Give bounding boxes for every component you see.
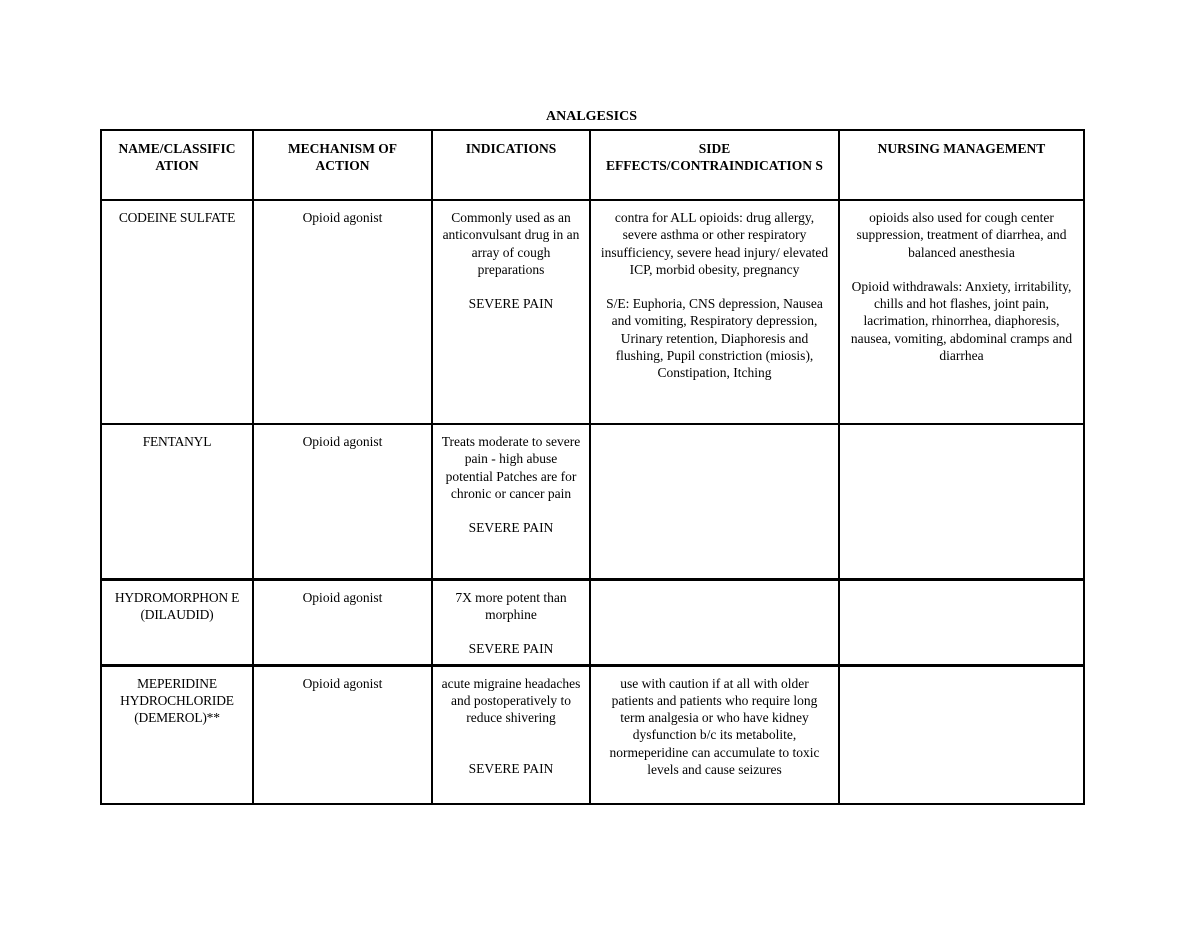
side-effects-text: S/E: Euphoria, CNS depression, Nausea and vomiting, Respiratory depression, Urinary retention, Diaphoresis and flushing, Pupil constriction (miosis), Constipation, Itching — [606, 296, 823, 381]
table-row — [101, 579, 1084, 665]
header-mechanism-of-action: MECHANISM OF ACTION — [253, 130, 432, 200]
header-indications: INDICATIONS — [432, 130, 590, 200]
cell-side-effects — [590, 579, 839, 665]
indication-text: SEVERE PAIN — [468, 296, 554, 312]
cell-drug-name: MEPERIDINE HYDROCHLORIDE (DEMEROL)** — [101, 665, 253, 804]
table-row — [101, 424, 1084, 579]
cell-indications — [432, 579, 590, 665]
indication-text: Commonly used as an anticonvulsant drug in an array of cough preparations — [442, 210, 580, 277]
side-effects-text: contra for ALL opioids: drug allergy, severe asthma or other respiratory insufficiency, severe head injury/ elevated ICP, morbid obesity, pregnancy — [600, 210, 829, 277]
cell-side-effects — [590, 665, 839, 804]
indication-text: acute migraine headaches and postoperatively to reduce shivering — [441, 675, 581, 726]
cell-side-effects — [590, 424, 839, 579]
cell-side-effects — [590, 200, 839, 424]
indication-text: SEVERE PAIN — [468, 520, 554, 536]
header-nursing-management: NURSING MANAGEMENT — [839, 130, 1084, 200]
indication-text: 7X more potent than morphine — [455, 589, 567, 622]
cell-nursing-management — [839, 200, 1084, 424]
cell-mechanism: Opioid agonist — [253, 424, 432, 579]
cell-nursing-management — [839, 665, 1084, 804]
cell-nursing-management — [839, 579, 1084, 665]
header-name-classification: NAME/CLASSIFIC ATION — [101, 130, 253, 200]
analgesics-table — [100, 129, 1085, 805]
cell-indications — [432, 200, 590, 424]
side-effects-text: use with caution if at all with older patients and patients who require long term analgesia or who have kidney dysfunction b/c its metabolite, normeperidine can accumulate to toxic levels and cause seizures — [609, 675, 820, 777]
cell-drug-name: FENTANYL — [101, 424, 253, 579]
indication-text: Treats moderate to severe pain - high abuse potential Patches are for chronic or cancer pain — [441, 434, 581, 501]
indication-text: SEVERE PAIN — [468, 641, 554, 657]
table-row — [101, 665, 1084, 804]
table-header-row — [101, 130, 1084, 200]
table-row — [101, 200, 1084, 424]
nursing-text: Opioid withdrawals: Anxiety, irritability, chills and hot flashes, joint pain, lacrimation, rhinorrhea, diaphoresis, nausea, vomiting, abdominal cramps and diarrhea — [850, 278, 1073, 364]
cell-indications — [432, 665, 590, 804]
document-title: ANALGESICS — [545, 109, 638, 124]
cell-drug-name: HYDROMORPHON E (DILAUDID) — [101, 579, 253, 665]
indication-text: SEVERE PAIN — [468, 761, 554, 777]
cell-mechanism: Opioid agonist — [253, 200, 432, 424]
cell-indications — [432, 424, 590, 579]
header-side-effects-contraindications: SIDE EFFECTS/CONTRAINDICATION S — [590, 130, 839, 200]
cell-mechanism: Opioid agonist — [253, 579, 432, 665]
nursing-text: opioids also used for cough center suppression, treatment of diarrhea, and balanced anesthesia — [856, 210, 1067, 260]
cell-mechanism: Opioid agonist — [253, 665, 432, 804]
cell-nursing-management — [839, 424, 1084, 579]
cell-drug-name: CODEINE SULFATE — [101, 200, 253, 424]
